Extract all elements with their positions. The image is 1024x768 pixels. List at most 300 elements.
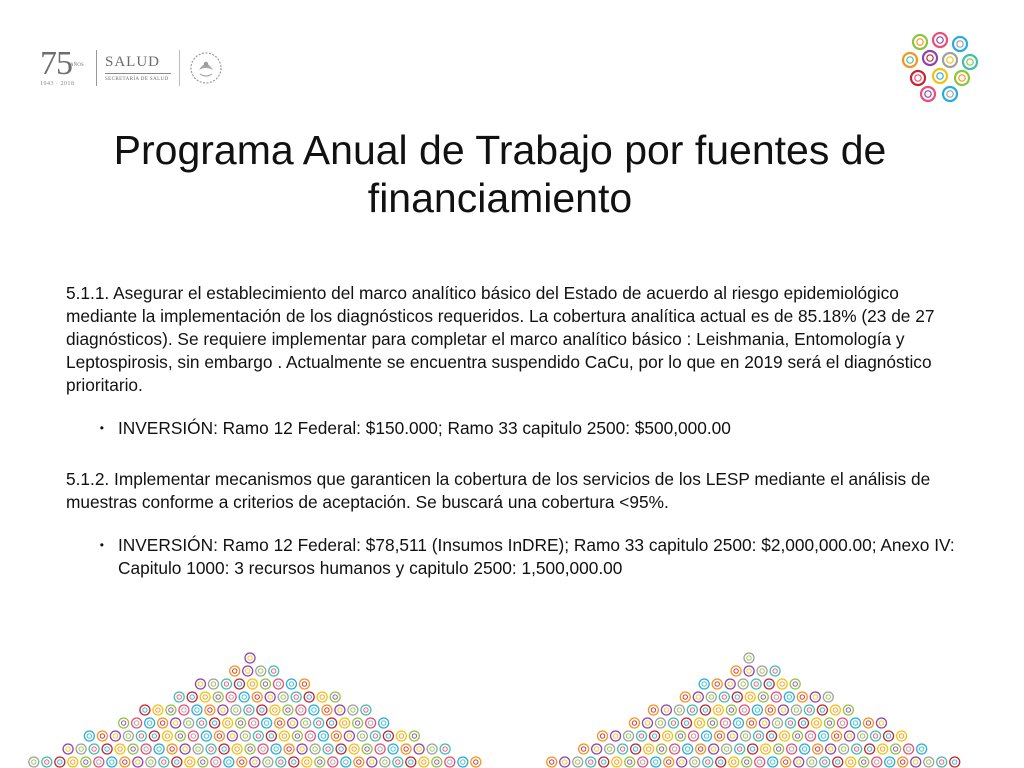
decorative-ring xyxy=(244,705,254,715)
decorative-ring xyxy=(813,695,817,699)
decorative-ring xyxy=(283,705,293,715)
decorative-ring xyxy=(355,721,359,725)
decorative-ring xyxy=(295,734,299,738)
decorative-ring xyxy=(227,731,237,741)
decorative-ring xyxy=(149,731,159,741)
decorative-ring xyxy=(592,744,602,754)
decorative-ring xyxy=(821,734,825,738)
decorative-ring xyxy=(331,731,341,741)
decorative-ring xyxy=(937,37,943,43)
decorative-ring xyxy=(245,744,255,754)
decorative-ring xyxy=(317,692,327,702)
decorative-ring xyxy=(199,721,203,725)
decorative-ring xyxy=(309,705,319,715)
decorative-ring xyxy=(620,747,624,751)
decorative-ring xyxy=(722,744,732,754)
decorative-ring xyxy=(748,695,752,699)
decorative-ring xyxy=(353,718,363,728)
decorative-ring xyxy=(310,744,320,754)
decorative-ring xyxy=(288,718,298,728)
decorative-ring xyxy=(409,731,419,741)
decorative-ring xyxy=(703,708,707,712)
decorative-ring xyxy=(257,705,267,715)
decorative-ring xyxy=(342,721,346,725)
decorative-ring xyxy=(180,744,190,754)
decorative-ring xyxy=(639,734,643,738)
decorative-ring xyxy=(383,731,393,741)
decorative-ring xyxy=(747,656,751,660)
decorative-ring xyxy=(277,721,281,725)
decorative-ring xyxy=(149,760,153,764)
decorative-ring xyxy=(759,718,769,728)
decorative-ring xyxy=(231,705,241,715)
decorative-ring xyxy=(680,760,684,764)
decorative-ring xyxy=(312,708,316,712)
decorative-ring xyxy=(774,695,778,699)
decorative-ring xyxy=(331,760,335,764)
decorative-ring xyxy=(810,760,814,764)
decorative-ring xyxy=(757,666,767,676)
decorative-ring xyxy=(717,734,721,738)
decorative-ring xyxy=(719,760,723,764)
decorative-ring xyxy=(45,760,49,764)
decorative-ring xyxy=(834,734,838,738)
decorative-ring xyxy=(273,679,283,689)
decorative-ring xyxy=(726,705,736,715)
decorative-ring xyxy=(126,734,130,738)
decorative-ring xyxy=(824,718,834,728)
decorative-ring-pattern xyxy=(0,640,1024,768)
decorative-ring xyxy=(773,669,777,673)
decorative-ring xyxy=(66,747,70,751)
decorative-ring xyxy=(729,708,733,712)
decorative-ring xyxy=(365,747,369,751)
decorative-ring xyxy=(81,757,91,767)
decorative-ring xyxy=(375,744,385,754)
decorative-ring xyxy=(739,705,749,715)
decorative-ring xyxy=(221,679,231,689)
decorative-ring xyxy=(880,747,884,751)
decorative-ring xyxy=(316,721,320,725)
decorative-ring xyxy=(967,59,973,65)
decorative-ring xyxy=(188,760,192,764)
decorative-ring xyxy=(734,669,738,673)
bullet-marker: • xyxy=(99,421,104,435)
decorative-ring xyxy=(370,731,380,741)
decorative-ring xyxy=(120,757,130,767)
decorative-ring xyxy=(304,692,314,702)
decorative-ring xyxy=(272,669,276,673)
decorative-ring xyxy=(732,692,742,702)
decorative-ring xyxy=(218,705,228,715)
decorative-ring xyxy=(474,760,478,764)
decorative-ring xyxy=(296,705,306,715)
decorative-ring xyxy=(211,682,215,686)
decorative-ring xyxy=(325,708,329,712)
decorative-ring xyxy=(341,757,351,767)
decorative-ring xyxy=(292,731,302,741)
decorative-ring xyxy=(315,757,325,767)
decorative-ring xyxy=(340,718,350,728)
ministry-name: SALUD xyxy=(105,54,171,74)
decorative-ring xyxy=(731,666,741,676)
decorative-ring xyxy=(774,744,784,754)
decorative-ring xyxy=(154,744,164,754)
decorative-ring xyxy=(208,679,218,689)
decorative-ring xyxy=(755,708,759,712)
decorative-ring xyxy=(197,718,207,728)
decorative-ring xyxy=(344,731,354,741)
decorative-ring xyxy=(888,760,892,764)
decorative-ring xyxy=(631,744,641,754)
decorative-ring xyxy=(141,744,151,754)
decorative-ring xyxy=(730,734,734,738)
decorative-ring xyxy=(102,744,112,754)
decorative-ring xyxy=(388,744,398,754)
decorative-ring xyxy=(144,747,148,751)
decorative-ring xyxy=(820,757,830,767)
decorative-ring xyxy=(744,666,754,676)
paragraph-5-1-2: 5.1.2. Implementar mecanismos que garanticen la cobertura de los servicios de los LESP mediante el análisis de muestras conforme a criterios de aceptación. Se buscará una cobertura <95%. xyxy=(66,469,931,512)
decorative-ring xyxy=(367,757,377,767)
decorative-ring xyxy=(314,718,324,728)
decorative-ring xyxy=(767,731,777,741)
decorative-ring xyxy=(302,757,312,767)
decorative-ring xyxy=(162,731,172,741)
decorative-ring xyxy=(245,653,255,663)
decorative-ring xyxy=(286,708,290,712)
decorative-ring xyxy=(379,718,389,728)
decorative-ring xyxy=(940,760,944,764)
decorative-ring xyxy=(625,757,635,767)
decorative-ring xyxy=(737,747,741,751)
decorative-ring xyxy=(826,744,836,754)
decorative-ring xyxy=(92,747,96,751)
decorative-ring xyxy=(742,708,746,712)
decorative-ring xyxy=(867,747,871,751)
decorative-ring xyxy=(243,734,247,738)
decorative-ring xyxy=(255,695,259,699)
decorative-ring xyxy=(140,705,150,715)
decorative-ring xyxy=(100,734,104,738)
decorative-ring xyxy=(797,692,807,702)
decorative-ring xyxy=(198,757,208,767)
decorative-ring xyxy=(386,734,390,738)
decorative-ring xyxy=(193,744,203,754)
decorative-ring xyxy=(182,708,186,712)
decorative-ring xyxy=(172,757,182,767)
logo-divider xyxy=(96,50,97,86)
decorative-ring xyxy=(716,757,726,767)
decorative-ring xyxy=(107,757,117,767)
decorative-ring xyxy=(259,669,263,673)
decorative-ring xyxy=(443,747,447,751)
decorative-ring xyxy=(55,757,65,767)
decorative-ring xyxy=(563,760,567,764)
decorative-ring xyxy=(237,757,247,767)
decorative-ring xyxy=(419,757,429,767)
decorative-ring xyxy=(195,679,205,689)
decorative-ring xyxy=(670,744,680,754)
decorative-ring xyxy=(240,760,244,764)
decorative-ring xyxy=(800,744,810,754)
decorative-ring xyxy=(644,744,654,754)
decorative-ring xyxy=(349,744,359,754)
decorative-ring xyxy=(807,757,817,767)
decorative-ring xyxy=(663,731,673,741)
decorative-ring xyxy=(777,679,787,689)
decorative-ring xyxy=(765,705,775,715)
decorative-ring xyxy=(854,747,858,751)
decorative-ring xyxy=(665,734,669,738)
decorative-ring xyxy=(329,721,333,725)
decorative-ring xyxy=(785,718,795,728)
decorative-ring xyxy=(250,757,260,767)
decorative-ring xyxy=(685,747,689,751)
decorative-ring xyxy=(118,747,122,751)
decorative-ring xyxy=(802,747,806,751)
decorative-ring xyxy=(800,695,804,699)
decorative-ring xyxy=(893,747,897,751)
decorative-ring xyxy=(354,757,364,767)
decorative-ring xyxy=(327,718,337,728)
decorative-ring xyxy=(406,757,416,767)
decorative-ring xyxy=(680,692,690,702)
decorative-ring xyxy=(787,695,791,699)
decorative-ring xyxy=(318,731,328,741)
decorative-ring xyxy=(698,747,702,751)
decorative-ring xyxy=(586,757,596,767)
decorative-ring xyxy=(629,718,639,728)
decorative-ring xyxy=(550,760,554,764)
decorative-ring xyxy=(756,734,760,738)
decorative-ring xyxy=(248,656,252,660)
decorative-ring xyxy=(147,721,151,725)
decorative-ring xyxy=(399,734,403,738)
decorative-ring xyxy=(795,734,799,738)
decorative-ring xyxy=(294,695,298,699)
decorative-ring xyxy=(907,57,913,63)
decorative-ring xyxy=(781,757,791,767)
decorative-ring xyxy=(236,718,246,728)
decorative-ring xyxy=(724,747,728,751)
decorative-ring xyxy=(858,731,868,741)
decorative-ring xyxy=(746,718,756,728)
decorative-ring xyxy=(250,682,254,686)
decorative-ring xyxy=(690,757,700,767)
decorative-ring xyxy=(642,718,652,728)
decorative-ring xyxy=(313,747,317,751)
decorative-ring xyxy=(290,721,294,725)
decorative-ring xyxy=(94,757,104,767)
decorative-ring xyxy=(300,747,304,751)
decorative-ring xyxy=(191,734,195,738)
decorative-ring xyxy=(837,718,847,728)
decorative-ring xyxy=(713,705,723,715)
decorative-ring xyxy=(276,757,286,767)
decorative-ring xyxy=(650,731,660,741)
decorative-ring xyxy=(208,708,212,712)
decorative-ring xyxy=(898,757,908,767)
decorative-ring xyxy=(177,695,181,699)
decorative-ring xyxy=(68,757,78,767)
decorative-ring xyxy=(886,734,890,738)
decorative-ring xyxy=(733,718,743,728)
logo-divider-2 xyxy=(179,50,180,86)
decorative-ring xyxy=(173,721,177,725)
decorative-ring xyxy=(808,734,812,738)
decorative-ring xyxy=(286,679,296,689)
decorative-ring xyxy=(333,695,337,699)
decorative-ring xyxy=(307,695,311,699)
decorative-ring xyxy=(876,718,886,728)
decorative-ring xyxy=(79,747,83,751)
decorative-ring xyxy=(338,708,342,712)
decorative-ring xyxy=(598,731,608,741)
decorative-ring xyxy=(754,682,758,686)
decorative-ring xyxy=(955,71,969,85)
decorative-ring xyxy=(113,734,117,738)
decorative-ring xyxy=(84,731,94,741)
decorative-ring xyxy=(205,705,215,715)
decorative-ring xyxy=(917,39,923,45)
decorative-ring xyxy=(615,760,619,764)
decorative-ring xyxy=(683,744,693,754)
decorative-ring xyxy=(136,760,140,764)
decorative-ring xyxy=(782,734,786,738)
decorative-ring xyxy=(179,705,189,715)
decorative-ring xyxy=(170,747,174,751)
decorative-ring xyxy=(788,721,792,725)
decorative-ring xyxy=(927,55,933,61)
decorative-ring xyxy=(652,734,656,738)
decorative-ring xyxy=(430,747,434,751)
decorative-ring xyxy=(720,718,730,728)
decorative-ring xyxy=(767,682,771,686)
decorative-ring xyxy=(227,760,231,764)
decorative-ring xyxy=(242,695,246,699)
decorative-ring xyxy=(915,75,921,81)
decorative-ring xyxy=(921,87,935,101)
decorative-ring xyxy=(256,734,260,738)
decorative-ring xyxy=(143,708,147,712)
decorative-ring xyxy=(758,760,762,764)
decorative-ring xyxy=(146,757,156,767)
decorative-ring xyxy=(214,731,224,741)
decorative-ring xyxy=(878,744,888,754)
decorative-ring xyxy=(29,757,39,767)
decorative-ring xyxy=(807,708,811,712)
decorative-ring xyxy=(817,705,827,715)
decorative-ring xyxy=(624,731,634,741)
decorative-ring xyxy=(664,708,668,712)
decorative-ring xyxy=(351,708,355,712)
decorative-ring xyxy=(291,692,301,702)
anniversary-number: 75 xyxy=(40,45,72,82)
decorative-ring xyxy=(289,757,299,767)
decorative-ring xyxy=(305,760,309,764)
decorative-ring xyxy=(440,744,450,754)
decorative-ring xyxy=(776,747,780,751)
decorative-ring xyxy=(432,757,442,767)
decorative-ring xyxy=(599,757,609,767)
decorative-ring xyxy=(275,718,285,728)
decorative-ring xyxy=(229,695,233,699)
decorative-ring xyxy=(32,760,36,764)
decorative-ring xyxy=(702,682,706,686)
decorative-ring xyxy=(691,734,695,738)
decorative-ring xyxy=(732,760,736,764)
decorative-ring xyxy=(833,757,843,767)
decorative-ring xyxy=(957,41,963,47)
decorative-ring xyxy=(632,721,636,725)
decorative-ring xyxy=(775,721,779,725)
decorative-ring xyxy=(268,695,272,699)
decorative-ring xyxy=(677,757,687,767)
decorative-ring xyxy=(715,682,719,686)
slide-title: Programa Anual de Trabajo por fuentes de financiamiento xyxy=(113,127,887,221)
bullet-text: INVERSIÓN: Ramo 12 Federal: $150.000; Ramo 33 capitulo 2500: $500,000.00 xyxy=(118,418,731,438)
decorative-ring xyxy=(121,721,125,725)
decorative-ring xyxy=(743,734,747,738)
decorative-ring xyxy=(213,692,223,702)
decorative-ring xyxy=(849,760,853,764)
decorative-ring xyxy=(793,731,803,741)
decorative-ring xyxy=(873,734,877,738)
decorative-ring xyxy=(461,760,465,764)
decorative-ring xyxy=(769,734,773,738)
decorative-ring xyxy=(435,760,439,764)
decorative-ring xyxy=(794,757,804,767)
decorative-ring xyxy=(203,695,207,699)
decorative-ring xyxy=(211,757,221,767)
decorative-ring xyxy=(216,695,220,699)
decorative-ring xyxy=(879,721,883,725)
ministry-subtitle: SECRETARÍA DE SALUD xyxy=(105,77,169,82)
decorative-ring xyxy=(866,721,870,725)
decorative-ring xyxy=(119,718,129,728)
decorative-ring xyxy=(768,757,778,767)
decorative-ring xyxy=(626,734,630,738)
decorative-ring xyxy=(770,666,780,676)
decorative-ring xyxy=(789,747,793,751)
decorative-ring xyxy=(76,744,86,754)
decorative-ring xyxy=(827,721,831,725)
decorative-ring xyxy=(903,53,917,67)
decorative-ring xyxy=(651,757,661,767)
decorative-ring xyxy=(815,747,819,751)
decorative-ring xyxy=(703,757,713,767)
decorative-ring xyxy=(659,747,663,751)
decorative-ring xyxy=(913,35,927,49)
decorative-ring xyxy=(87,734,91,738)
decorative-ring xyxy=(860,734,864,738)
decorative-ring xyxy=(226,692,236,702)
decorative-ring xyxy=(224,682,228,686)
decorative-ring xyxy=(741,731,751,741)
decorative-ring xyxy=(828,747,832,751)
decorative-ring xyxy=(696,695,700,699)
decorative-ring xyxy=(219,744,229,754)
decorative-ring xyxy=(859,757,869,767)
decorative-ring xyxy=(638,757,648,767)
decorative-ring xyxy=(943,53,957,67)
decorative-ring xyxy=(581,747,585,751)
decorative-ring xyxy=(674,705,684,715)
decorative-ring xyxy=(947,91,953,97)
decorative-ring xyxy=(239,692,249,702)
decorative-ring xyxy=(953,37,967,51)
